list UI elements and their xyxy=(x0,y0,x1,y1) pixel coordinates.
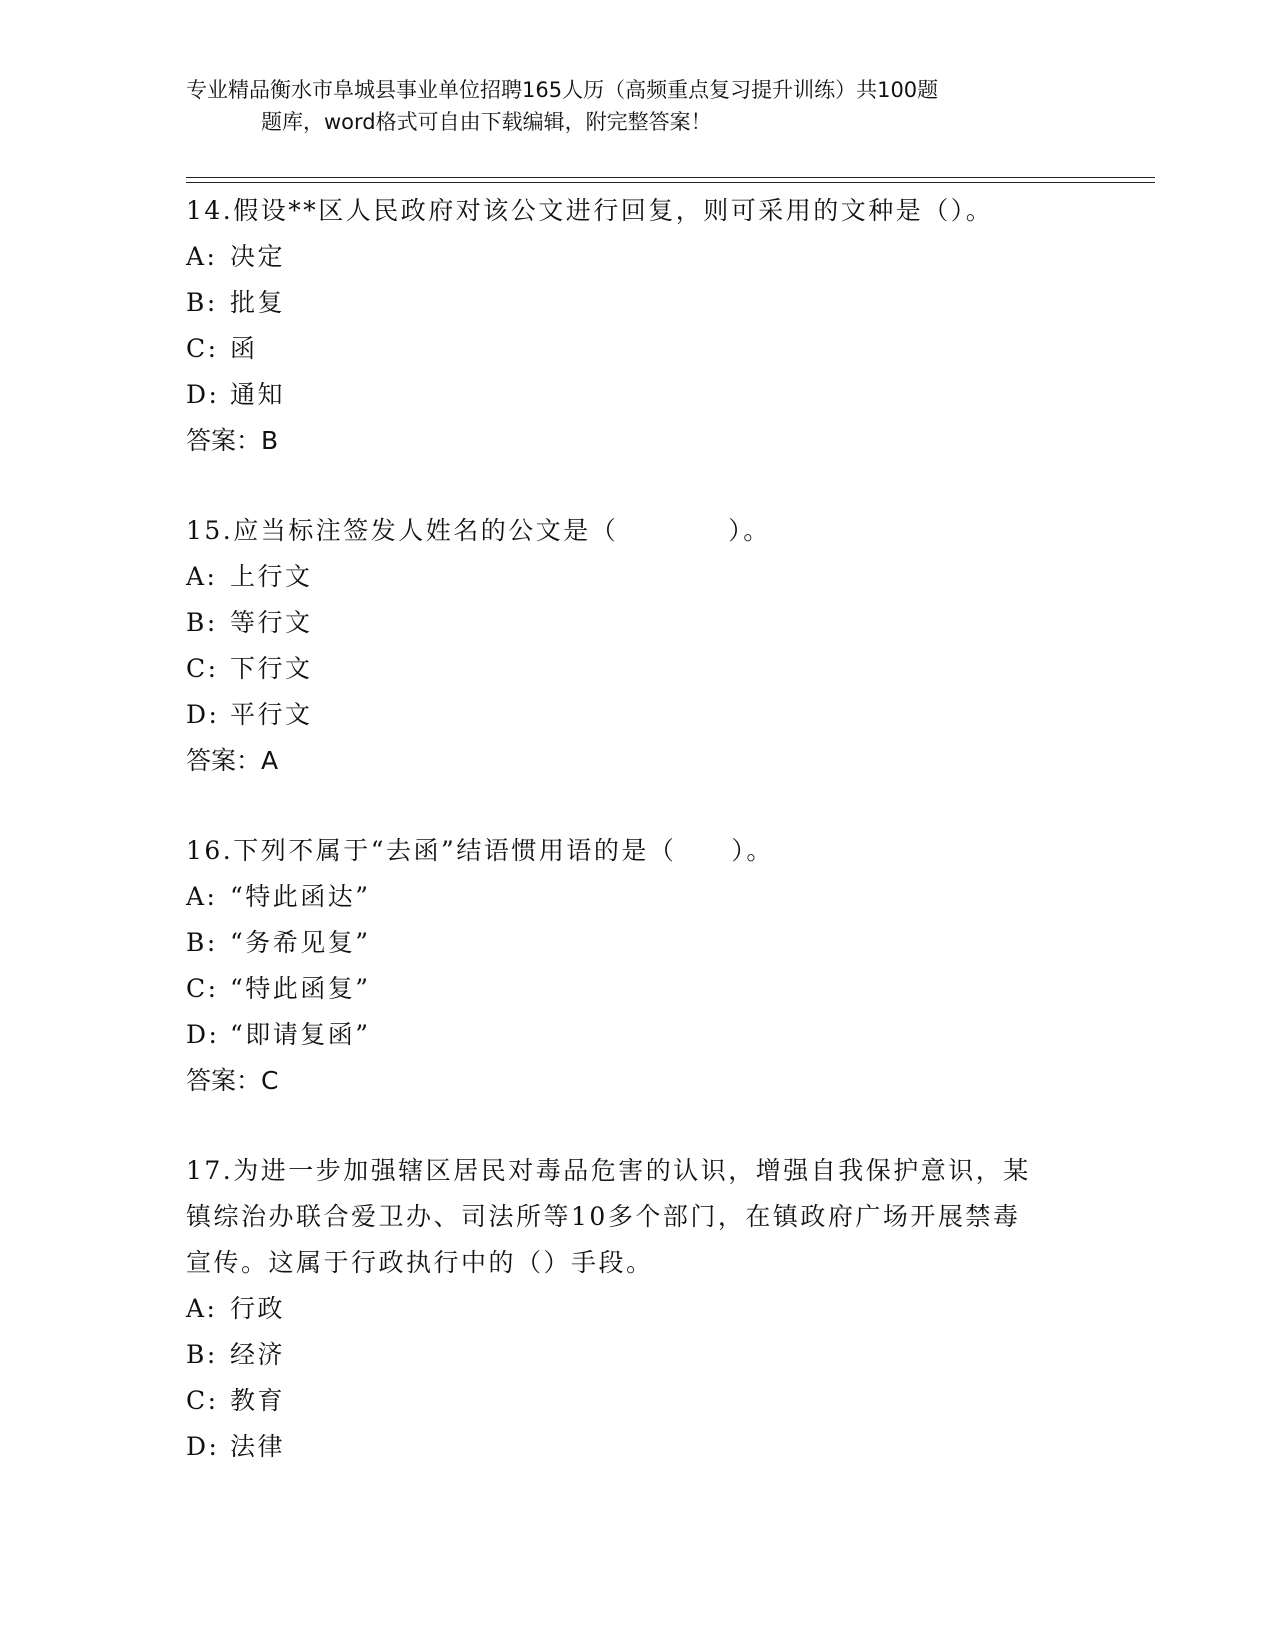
option-d xyxy=(186,372,1086,418)
option-text: “特此函复” xyxy=(230,974,371,1003)
option-d xyxy=(186,692,1086,738)
option-letter: D: xyxy=(186,1020,220,1049)
question-15 xyxy=(186,508,1086,784)
question-gap xyxy=(186,1104,1086,1148)
option-d xyxy=(186,1424,1086,1470)
question-stem: 15.应当标注签发人姓名的公文是（ ）。 xyxy=(186,516,771,545)
header-divider-top xyxy=(186,177,1155,178)
option-letter: B: xyxy=(186,608,218,637)
option-a xyxy=(186,874,1086,920)
option-letter: B: xyxy=(186,928,218,957)
option-text: 教育 xyxy=(230,1386,286,1415)
option-text: 决定 xyxy=(230,242,286,271)
option-c xyxy=(186,966,1086,1012)
option-letter: C: xyxy=(186,1386,219,1415)
option-letter: C: xyxy=(186,334,219,363)
option-letter: A: xyxy=(186,562,218,591)
option-text: 上行文 xyxy=(230,562,313,591)
option-letter: A: xyxy=(186,1294,218,1323)
option-a xyxy=(186,554,1086,600)
page-header xyxy=(186,74,1086,138)
option-b xyxy=(186,1332,1086,1378)
option-c xyxy=(186,1378,1086,1424)
question-stem-line-1: 17.为进一步加强辖区居民对毒品危害的认识，增强自我保护意识，某 xyxy=(186,1156,1031,1185)
option-a xyxy=(186,1286,1086,1332)
option-letter: A: xyxy=(186,242,218,271)
option-text: “务希见复” xyxy=(230,928,371,957)
header-divider-bottom xyxy=(186,182,1155,183)
option-text: 平行文 xyxy=(230,700,313,729)
question-16 xyxy=(186,828,1086,1104)
option-b xyxy=(186,600,1086,646)
option-text: 批复 xyxy=(230,288,286,317)
question-stem-line-3: 宣传。这属于行政执行中的（）手段。 xyxy=(186,1248,654,1277)
option-letter: D: xyxy=(186,700,220,729)
question-gap xyxy=(186,464,1086,508)
option-letter: A: xyxy=(186,882,218,911)
option-a xyxy=(186,234,1086,280)
question-14 xyxy=(186,188,1086,464)
option-c xyxy=(186,646,1086,692)
option-letter: D: xyxy=(186,1432,220,1461)
option-text: 下行文 xyxy=(230,654,313,683)
header-title-line-1: 专业精品衡水市阜城县事业单位招聘165人历（高频重点复习提升训练）共100题 xyxy=(186,78,939,102)
question-gap xyxy=(186,784,1086,828)
option-b xyxy=(186,280,1086,326)
option-b xyxy=(186,920,1086,966)
option-text: 经济 xyxy=(230,1340,286,1369)
option-text: 行政 xyxy=(230,1294,286,1323)
option-text: “特此函达” xyxy=(230,882,371,911)
question-stem: 14.假设**区人民政府对该公文进行回复，则可采用的文种是（）。 xyxy=(186,196,994,225)
option-text: 等行文 xyxy=(230,608,313,637)
header-title-line-2: 题库，word格式可自由下载编辑，附完整答案！ xyxy=(261,110,712,134)
option-letter: C: xyxy=(186,974,219,1003)
option-d xyxy=(186,1012,1086,1058)
option-text: 函 xyxy=(230,334,258,363)
option-letter: B: xyxy=(186,1340,218,1369)
question-stem-line-2: 镇综治办联合爱卫办、司法所等10多个部门，在镇政府广场开展禁毒 xyxy=(186,1202,1021,1231)
option-text: 通知 xyxy=(230,380,286,409)
option-text: 法律 xyxy=(230,1432,286,1461)
answer-line: 答案：A xyxy=(186,746,279,775)
option-letter: B: xyxy=(186,288,218,317)
answer-line: 答案：B xyxy=(186,426,279,455)
question-17 xyxy=(186,1148,1086,1470)
option-letter: C: xyxy=(186,654,219,683)
question-stem: 16.下列不属于“去函”结语惯用语的是（ ）。 xyxy=(186,836,774,865)
option-letter: D: xyxy=(186,380,220,409)
option-c xyxy=(186,326,1086,372)
option-text: “即请复函” xyxy=(230,1020,371,1049)
question-list xyxy=(186,188,1086,1470)
answer-line: 答案：C xyxy=(186,1066,279,1095)
